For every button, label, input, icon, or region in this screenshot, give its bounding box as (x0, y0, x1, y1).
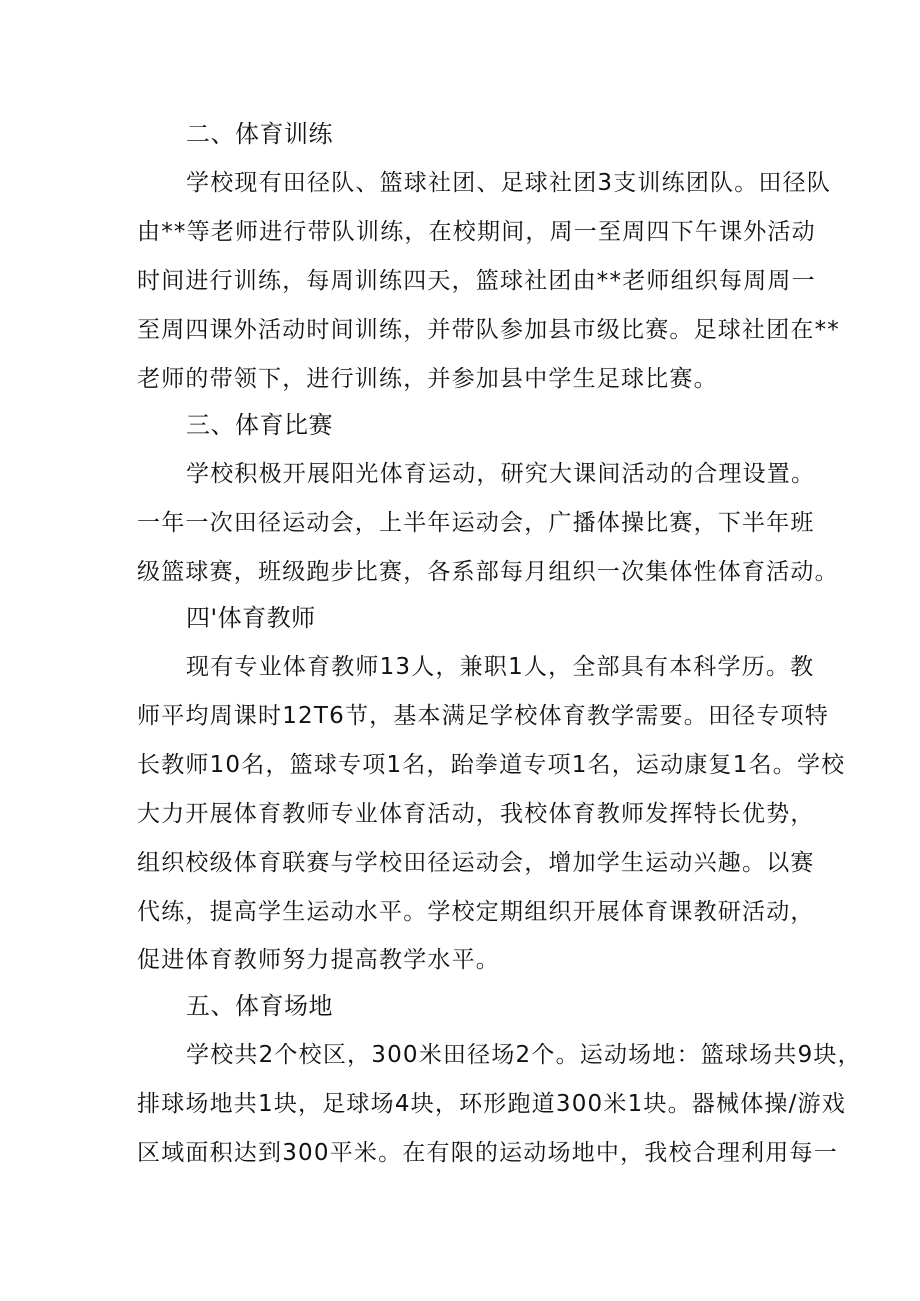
paragraph-line: 一年一次田径运动会，上半年运动会，广播体操比赛，下半年班 (137, 510, 815, 536)
paragraph-line: 师平均周课时12T6节，基本满足学校体育教学需要。田径专项特 (137, 703, 829, 729)
paragraph-line: 促进体育教师努力提高教学水平。 (137, 947, 500, 973)
section-heading-teachers: 四'体育教师 (186, 604, 316, 632)
paragraph-line: 大力开展体育教师专业体育活动，我校体育教师发挥特长优势， (137, 801, 815, 827)
paragraph-line: 学校共2个校区，300米田径场2个。运动场地：篮球场共9块， (186, 1042, 862, 1068)
paragraph-line: 时间进行训练，每周训练四天，篮球社团由**老师组织每周周一 (137, 268, 816, 294)
paragraph-line: 组织校级体育联赛与学校田径运动会，增加学生运动兴趣。以赛 (137, 850, 815, 876)
paragraph-line: 级篮球赛，班级跑步比赛，各系部每月组织一次集体性体育活动。 (137, 559, 839, 585)
section-heading-facilities: 五、体育场地 (186, 992, 333, 1020)
paragraph-line: 现有专业体育教师13人，兼职1人，全部具有本科学历。教 (186, 654, 815, 680)
paragraph-line: 学校积极开展阳光体育运动，研究大课间活动的合理设置。 (186, 461, 816, 487)
paragraph-line: 由**等老师进行带队训练，在校期间，周一至周四下午课外活动 (137, 219, 816, 245)
paragraph-line: 区域面积达到300平米。在有限的运动场地中，我校合理利用每一 (137, 1140, 838, 1166)
paragraph-line: 至周四课外活动时间训练，并带队参加县市级比赛。足球社团在** (137, 317, 840, 343)
paragraph-line: 老师的带领下，进行训练，并参加县中学生足球比赛。 (137, 366, 718, 392)
paragraph-line: 代练，提高学生运动水平。学校定期组织开展体育课教研活动， (137, 899, 815, 925)
paragraph-line: 学校现有田径队、篮球社团、足球社团3支训练团队。田径队 (186, 170, 832, 196)
section-heading-competitions: 三、体育比赛 (186, 411, 333, 439)
paragraph-line: 长教师10名，篮球专项1名，跆拳道专项1名，运动康复1名。学校 (137, 752, 846, 778)
paragraph-line: 排球场地共1块，足球场4块，环形跑道300米1块。器械体操/游戏 (137, 1091, 846, 1117)
section-heading-training: 二、体育训练 (186, 120, 333, 148)
